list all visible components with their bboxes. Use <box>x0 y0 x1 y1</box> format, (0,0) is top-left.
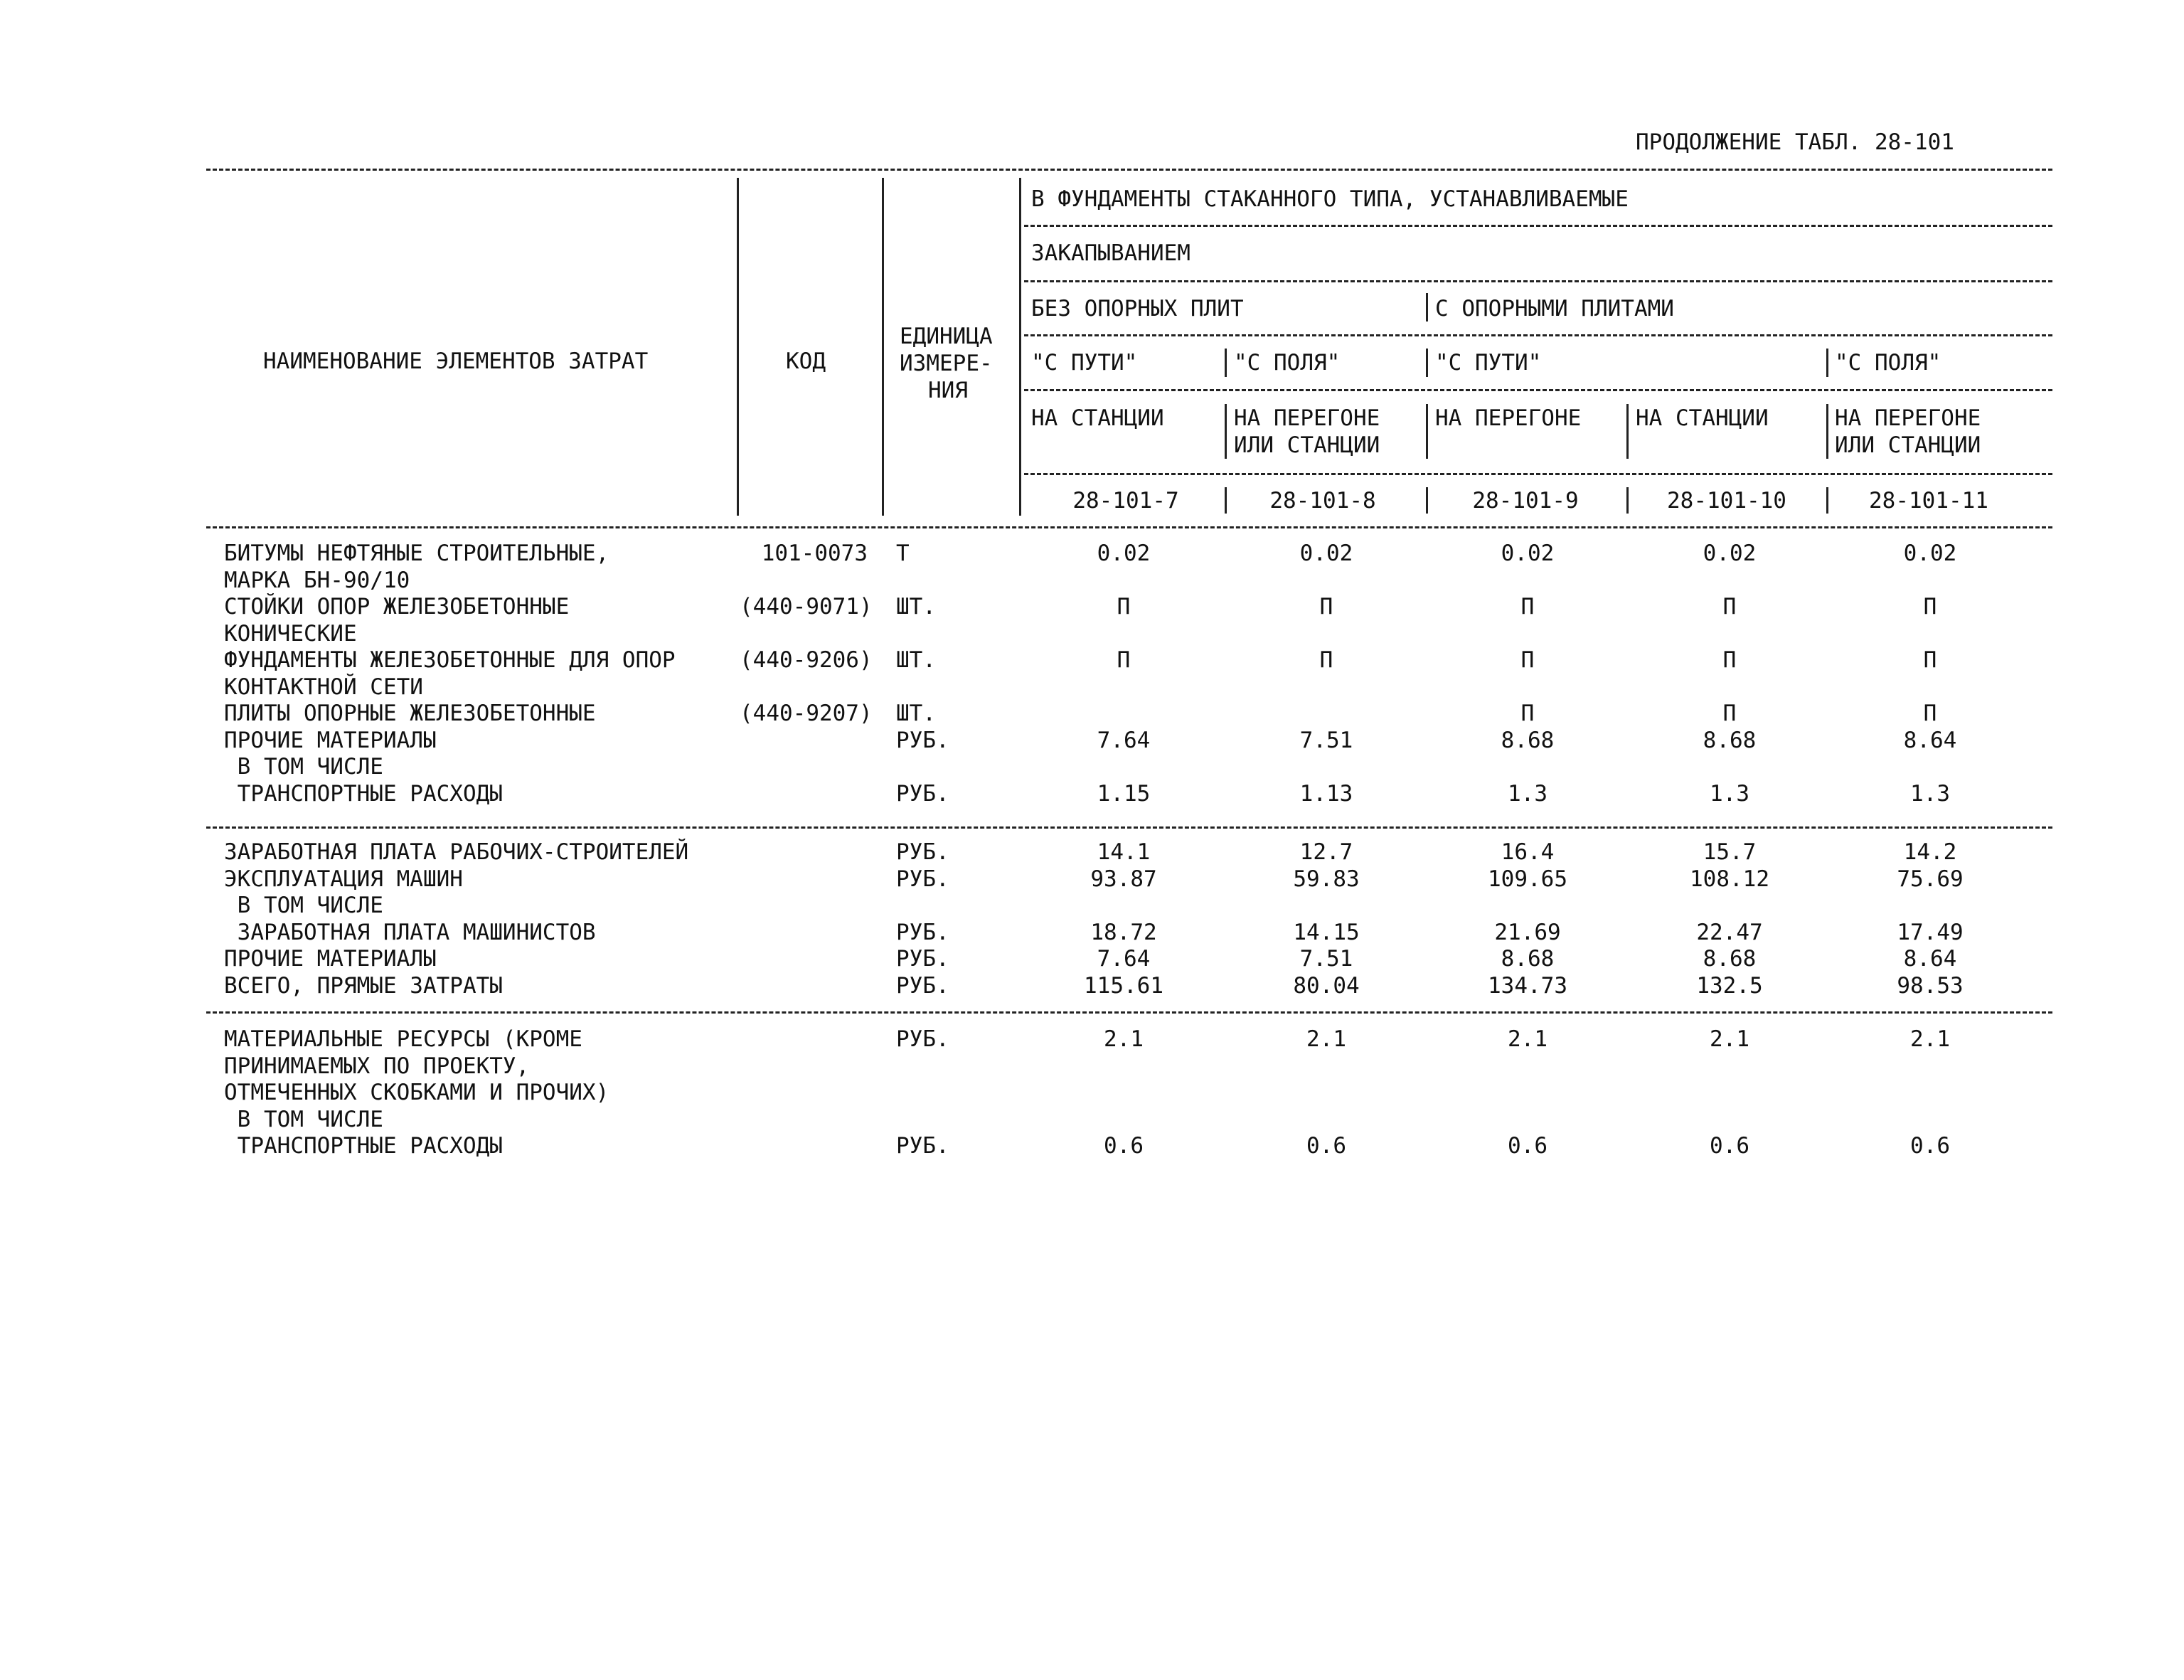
header-place-4-line-1: НА СТАНЦИИ <box>1636 405 1769 431</box>
row-unit: ШТ. <box>896 701 936 726</box>
column-header-name: НАИМЕНОВАНИЕ ЭЛЕМЕНТОВ ЗАТРАТ <box>263 349 649 374</box>
row-unit: РУБ. <box>896 839 949 865</box>
row-value: 0.6 <box>1508 1133 1548 1159</box>
row-value: 0.6 <box>1104 1133 1144 1159</box>
row-unit: ШТ. <box>896 594 936 620</box>
section-rule-2 <box>206 1011 2052 1014</box>
row-value: 8.68 <box>1703 946 1757 972</box>
header-with-plates: С ОПОРНЫМИ ПЛИТАМИ <box>1435 296 1674 321</box>
row-name: КОНИЧЕСКИЕ <box>224 620 357 647</box>
row-value: 0.6 <box>1306 1133 1346 1159</box>
column-code-5: 28-101-11 <box>1869 488 1988 514</box>
header-place-5-line-2: ИЛИ СТАНЦИИ <box>1835 432 1981 458</box>
row-value: 8.68 <box>1501 946 1555 972</box>
row-value: 14.2 <box>1903 839 1957 865</box>
row-name: ФУНДАМЕНТЫ ЖЕЛЕЗОБЕТОННЫЕ ДЛЯ ОПОР <box>224 647 676 673</box>
row-name: ПРОЧИЕ МАТЕРИАЛЫ <box>224 727 437 753</box>
row-value: П <box>1520 647 1535 673</box>
row-name: МАРКА БН-90/10 <box>224 567 410 593</box>
row-value: 7.64 <box>1097 946 1151 972</box>
row-value: П <box>1319 647 1333 673</box>
row-name: КОНТАКТНОЙ СЕТИ <box>224 674 423 700</box>
row-value: 132.5 <box>1696 972 1763 999</box>
row-name: МАТЕРИАЛЬНЫЕ РЕСУРСЫ (КРОМЕ <box>224 1026 582 1052</box>
row-name: ЗАРАБОТНАЯ ПЛАТА МАШИНИСТОВ <box>224 919 596 945</box>
row-value: 80.04 <box>1293 972 1360 999</box>
row-unit: РУБ. <box>896 1026 949 1052</box>
running-title: ПРОДОЛЖЕНИЕ ТАБЛ. 28-101 <box>1636 129 1954 155</box>
row-unit: ШТ. <box>896 647 936 673</box>
row-name: В ТОМ ЧИСЛЕ <box>224 1106 383 1132</box>
place-divider <box>1626 404 1629 459</box>
row-value: 1.15 <box>1097 780 1151 807</box>
row-value: П <box>1923 647 1937 673</box>
header-place-2-line-1: НА ПЕРЕГОНЕ <box>1234 405 1380 431</box>
row-value: 2.1 <box>1306 1026 1346 1052</box>
row-value: 0.02 <box>1903 541 1957 566</box>
row-code: (440-9206) <box>740 647 873 673</box>
row-value: П <box>1319 594 1333 620</box>
column-header-unit-2: ИЗМЕРЕ- <box>900 351 993 376</box>
top-rule <box>206 169 2052 171</box>
subheader-divider <box>1426 293 1428 321</box>
row-value: 14.15 <box>1293 919 1360 945</box>
row-value: 15.7 <box>1703 839 1757 865</box>
row-value: П <box>1923 594 1937 620</box>
row-name: В ТОМ ЧИСЛЕ <box>224 893 383 918</box>
row-value: 0.02 <box>1703 541 1757 566</box>
row-name: В ТОМ ЧИСЛЕ <box>224 754 383 780</box>
column-header-unit-3: НИЯ <box>928 378 968 403</box>
row-value: П <box>1520 594 1535 620</box>
place-divider <box>1826 404 1828 459</box>
code-divider <box>1019 487 1021 514</box>
row-value: 2.1 <box>1710 1026 1749 1052</box>
row-name: СТОЙКИ ОПОР ЖЕЛЕЗОБЕТОННЫЕ <box>224 594 570 620</box>
row-value: 8.64 <box>1903 727 1957 753</box>
row-value: П <box>1722 701 1737 726</box>
header-direction-1: "С ПУТИ" <box>1031 350 1138 376</box>
row-value: 75.69 <box>1897 866 1964 892</box>
row-name: ПЛИТЫ ОПОРНЫЕ ЖЕЛЕЗОБЕТОННЫЕ <box>224 701 596 726</box>
row-value: 1.3 <box>1508 780 1548 807</box>
dashed-rule <box>1024 389 2052 391</box>
row-value: П <box>1722 647 1737 673</box>
row-name: ТРАНСПОРТНЫЕ РАСХОДЫ <box>224 780 503 807</box>
row-unit: РУБ. <box>896 727 949 753</box>
row-value: 0.02 <box>1501 541 1555 566</box>
column-header-unit-1: ЕДИНИЦА <box>900 324 993 349</box>
row-value: 93.87 <box>1090 866 1157 892</box>
column-code-2: 28-101-8 <box>1269 488 1376 514</box>
dashed-rule <box>1024 280 2052 282</box>
row-name: ТРАНСПОРТНЫЕ РАСХОДЫ <box>224 1133 503 1159</box>
row-name: БИТУМЫ НЕФТЯНЫЕ СТРОИТЕЛЬНЫЕ, <box>224 541 609 566</box>
column-code-1: 28-101-7 <box>1072 488 1179 514</box>
row-value: 2.1 <box>1508 1026 1548 1052</box>
row-value: 134.73 <box>1488 972 1567 999</box>
row-value: П <box>1520 701 1535 726</box>
row-value: 8.64 <box>1903 946 1957 972</box>
row-value: 14.1 <box>1097 839 1151 865</box>
row-value: 59.83 <box>1293 866 1360 892</box>
row-unit: РУБ. <box>896 1133 949 1159</box>
row-code: (440-9071) <box>740 594 873 620</box>
row-value: 115.61 <box>1084 972 1163 999</box>
header-direction-4: "С ПОЛЯ" <box>1835 350 1941 376</box>
row-unit: РУБ. <box>896 866 949 892</box>
header-direction-2: "С ПОЛЯ" <box>1234 350 1341 376</box>
row-code: (440-9207) <box>740 701 873 726</box>
dashed-rule <box>1024 334 2052 336</box>
row-name: ЭКСПЛУАТАЦИЯ МАШИН <box>224 866 463 892</box>
header-place-3-line-1: НА ПЕРЕГОНЕ <box>1435 405 1582 431</box>
row-unit: РУБ. <box>896 919 949 945</box>
row-value: 7.51 <box>1299 946 1353 972</box>
header-group-subtitle: ЗАКАПЫВАНИЕМ <box>1031 240 1190 266</box>
direction-divider <box>1426 349 1428 377</box>
column-code-3: 28-101-9 <box>1472 488 1579 514</box>
place-divider <box>1426 404 1428 459</box>
row-value: П <box>1923 701 1937 726</box>
row-value: П <box>1117 594 1131 620</box>
row-value: 0.6 <box>1910 1133 1950 1159</box>
row-name: ПРИНИМАЕМЫХ ПО ПРОЕКТУ, <box>224 1053 530 1079</box>
header-direction-3: "С ПУТИ" <box>1435 350 1542 376</box>
row-value: 22.47 <box>1696 919 1763 945</box>
header-without-plates: БЕЗ ОПОРНЫХ ПЛИТ <box>1031 296 1244 321</box>
row-code: 101-0073 <box>761 541 868 566</box>
dashed-rule <box>1024 473 2052 475</box>
direction-divider <box>1225 349 1227 377</box>
row-value: 2.1 <box>1910 1026 1950 1052</box>
column-code-4: 28-101-10 <box>1667 488 1786 514</box>
row-value: 1.3 <box>1910 780 1950 807</box>
header-bottom-rule <box>206 526 2052 528</box>
row-unit: РУБ. <box>896 946 949 972</box>
place-divider <box>1225 404 1227 459</box>
row-value: 18.72 <box>1090 919 1157 945</box>
row-value: 2.1 <box>1104 1026 1144 1052</box>
row-name: ВСЕГО, ПРЯМЫЕ ЗАТРАТЫ <box>224 972 503 999</box>
row-value: П <box>1117 647 1131 673</box>
row-value: 108.12 <box>1690 866 1769 892</box>
row-value: 8.68 <box>1501 727 1555 753</box>
row-unit: РУБ. <box>896 780 949 807</box>
row-value: 109.65 <box>1488 866 1567 892</box>
row-value: 1.13 <box>1299 780 1353 807</box>
row-value: 7.51 <box>1299 727 1353 753</box>
row-value: 16.4 <box>1501 839 1555 865</box>
code-divider <box>1826 487 1828 514</box>
row-name: ОТМЕЧЕННЫХ СКОБКАМИ И ПРОЧИХ) <box>224 1080 609 1105</box>
row-value: П <box>1722 594 1737 620</box>
column-header-code: КОД <box>786 349 826 374</box>
dashed-rule <box>1024 225 2052 227</box>
code-unit-divider <box>882 178 884 516</box>
row-name: ЗАРАБОТНАЯ ПЛАТА РАБОЧИХ-СТРОИТЕЛЕЙ <box>224 839 689 865</box>
row-value: 0.6 <box>1710 1133 1749 1159</box>
header-place-5-line-1: НА ПЕРЕГОНЕ <box>1835 405 1981 431</box>
header-group-title: В ФУНДАМЕНТЫ СТАКАННОГО ТИПА, УСТАНАВЛИВАЕМЫЕ <box>1031 186 1629 212</box>
row-value: 21.69 <box>1494 919 1561 945</box>
row-value: 0.02 <box>1097 541 1151 566</box>
row-value: 98.53 <box>1897 972 1964 999</box>
row-value: 0.02 <box>1299 541 1353 566</box>
name-code-divider <box>737 178 739 516</box>
row-unit: Т <box>896 541 910 566</box>
header-place-2-line-2: ИЛИ СТАНЦИИ <box>1234 432 1380 458</box>
row-value: 7.64 <box>1097 727 1151 753</box>
section-rule-1 <box>206 826 2052 829</box>
unit-values-divider <box>1019 178 1021 516</box>
header-place-1-line-1: НА СТАНЦИИ <box>1031 405 1164 431</box>
row-unit: РУБ. <box>896 972 949 999</box>
row-name: ПРОЧИЕ МАТЕРИАЛЫ <box>224 946 437 972</box>
row-value: 1.3 <box>1710 780 1749 807</box>
row-value: 8.68 <box>1703 727 1757 753</box>
row-value: 17.49 <box>1897 919 1964 945</box>
direction-divider <box>1826 349 1828 377</box>
row-value: 12.7 <box>1299 839 1353 865</box>
